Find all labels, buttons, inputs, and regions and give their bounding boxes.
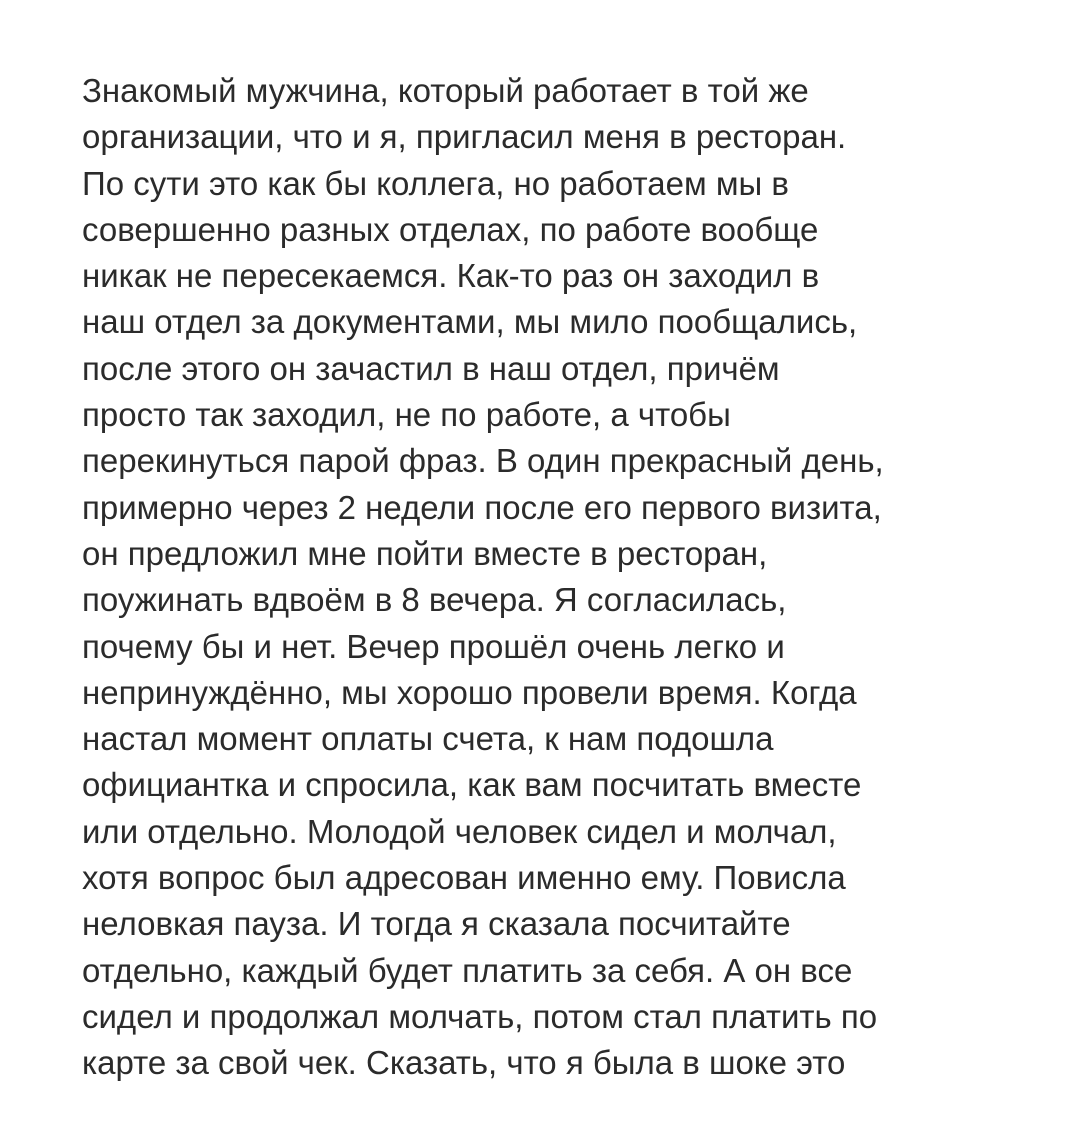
text-line-17: или отдельно. Молодой человек сидел и молчал,	[82, 812, 837, 850]
text-line-21: сидел и продолжал молчать, потом стал платить по	[82, 997, 878, 1035]
text-line-2: организации, что и я, пригласил меня в ресторан.	[82, 118, 847, 156]
text-line-20: отдельно, каждый будет платить за себя. А он все	[82, 951, 853, 989]
story-text	[82, 68, 1042, 1087]
text-line-14: непринуждённо, мы хорошо провели время. Когда	[82, 673, 857, 711]
text-line-18: хотя вопрос был адресован именно ему. Повисла	[82, 859, 846, 897]
text-line-5: никак не пересекаемся. Как-то раз он заходил в	[82, 257, 820, 295]
text-line-3: По сути это как бы коллега, но работаем мы в	[82, 164, 789, 202]
text-line-8: просто так заходил, не по работе, а чтобы	[82, 396, 731, 434]
text-line-7: после этого он зачастил в наш отдел, причём	[82, 349, 780, 387]
text-line-19: неловкая пауза. И тогда я сказала посчитайте	[82, 905, 791, 943]
text-line-10: примерно через 2 недели после его первого визита,	[82, 488, 882, 526]
text-line-16: официантка и спросила, как вам посчитать вместе	[82, 766, 862, 804]
text-line-22: карте за свой чек. Сказать, что я была в шоке это	[82, 1044, 846, 1082]
text-line-11: он предложил мне пойти вместе в ресторан,	[82, 534, 768, 572]
text-line-4: совершенно разных отделах, по работе вообще	[82, 210, 819, 248]
text-line-6: наш отдел за документами, мы мило пообщались,	[82, 303, 858, 341]
text-line-1: Знакомый мужчина, который работает в той же	[82, 72, 809, 109]
text-line-12: поужинать вдвоём в 8 вечера. Я согласилась,	[82, 581, 787, 619]
text-line-9: перекинуться парой фраз. В один прекрасный день,	[82, 442, 884, 480]
text-line-15: настал момент оплаты счета, к нам подошла	[82, 720, 774, 758]
text-line-13: почему бы и нет. Вечер прошёл очень легко и	[82, 627, 785, 665]
